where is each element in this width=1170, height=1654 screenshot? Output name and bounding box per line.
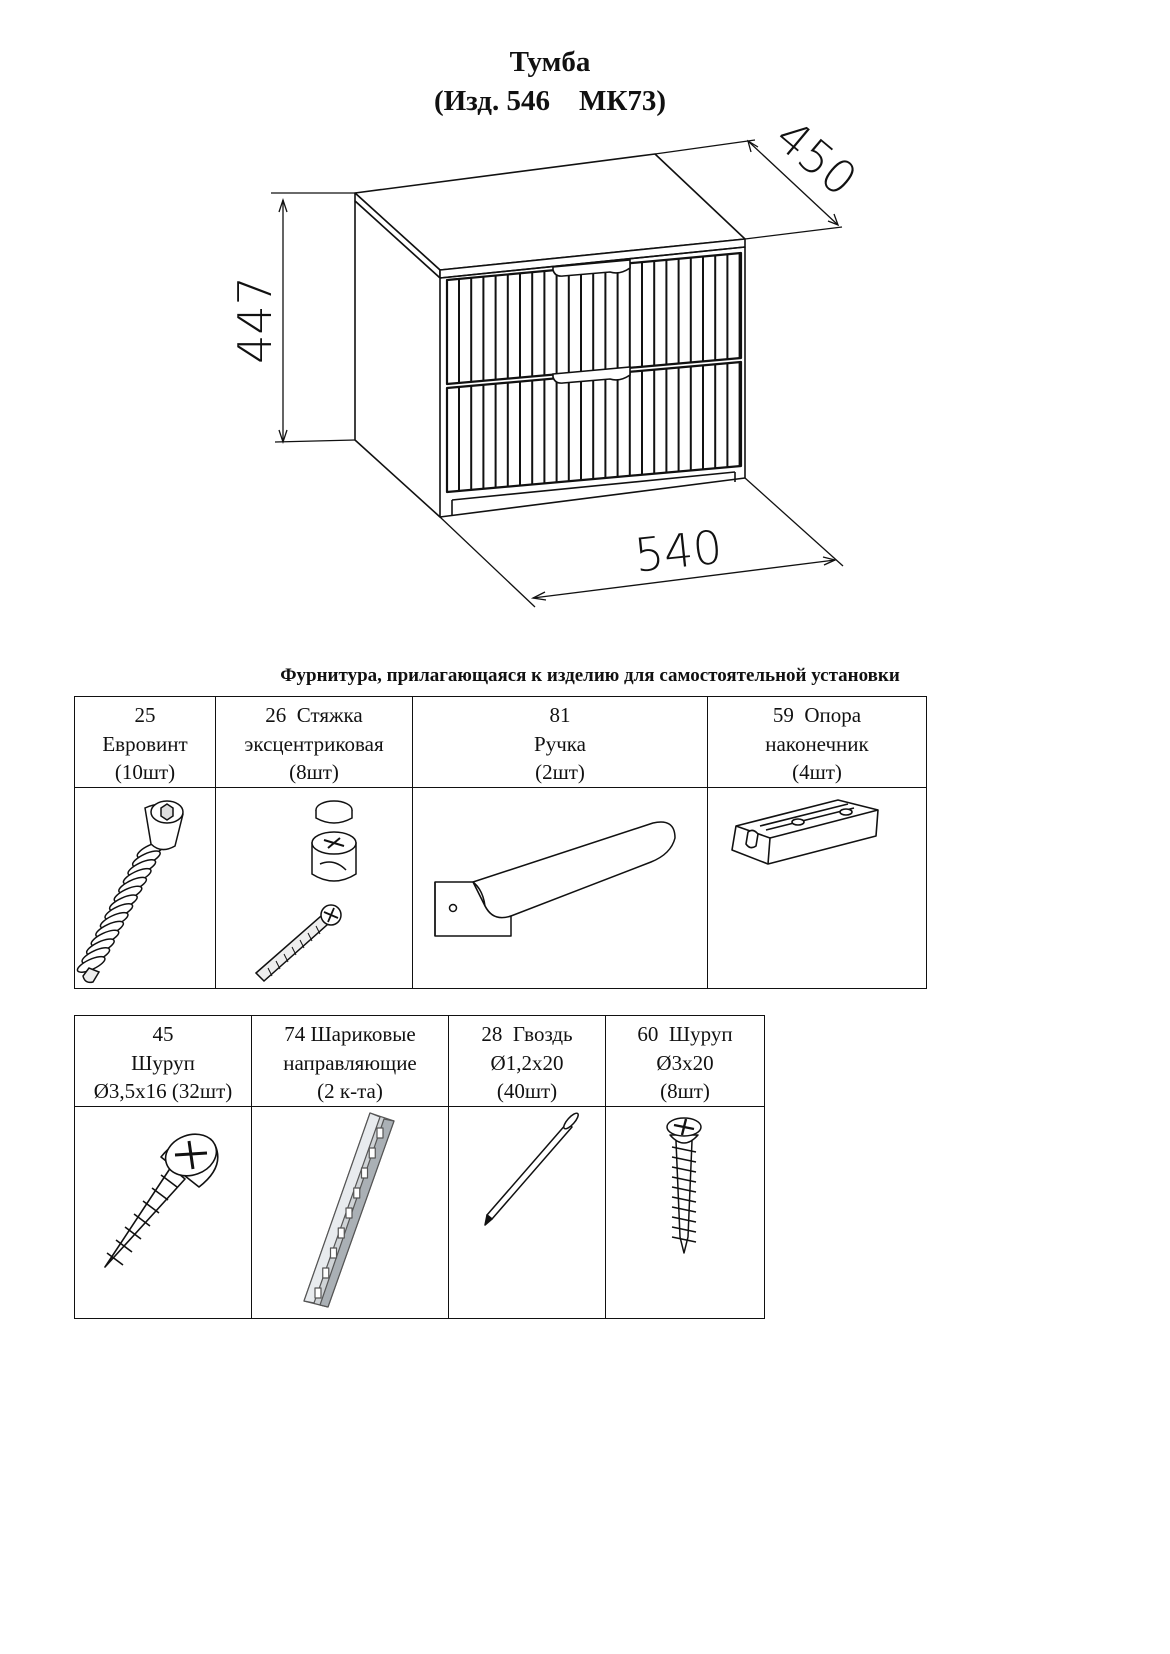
eccentric-tie-icon	[216, 788, 412, 988]
wood-screw-icon	[75, 1107, 251, 1318]
eurovint-screw-picture	[75, 787, 216, 988]
nightstand-drawing	[0, 0, 1170, 640]
hardware-cell-small-screw: 60 Шуруп Ø3х20 (8шт)	[606, 1016, 765, 1107]
small-screw-picture	[606, 1106, 765, 1318]
dimension-height-label: 447	[228, 276, 282, 364]
hardware-cell-eurovint: 25 Евровинт (10шт)	[75, 697, 216, 788]
ball-slide-picture	[252, 1106, 449, 1318]
eccentric-tie-picture	[216, 787, 413, 988]
support-tip-picture	[708, 787, 927, 988]
hardware-cell-handle: 81 Ручка (2шт)	[413, 697, 708, 788]
handle-icon	[413, 788, 707, 988]
hardware-caption: Фурнитура, прилагающаяся к изделию для самостоятельной установки	[280, 665, 900, 686]
hardware-cell-ball-slides: 74 Шариковые направляющие (2 к-та)	[252, 1016, 449, 1107]
dimension-width-label: 540	[631, 519, 725, 583]
hardware-cell-wood-screw: 45 Шуруп Ø3,5х16 (32шт)	[75, 1016, 252, 1107]
dimension-depth-label: 450	[765, 108, 868, 207]
nail-icon	[449, 1107, 605, 1318]
hardware-cell-nail: 28 Гвоздь Ø1,2х20 (40шт)	[449, 1016, 606, 1107]
product-code: (Изд. 546 МК73)	[433, 85, 667, 117]
handle-picture	[413, 787, 708, 988]
hardware-cell-eccentric-tie: 26 Стяжка эксцентриковая (8шт)	[216, 697, 413, 788]
wood-screw-picture	[75, 1106, 252, 1318]
hardware-table-1	[74, 696, 927, 989]
nail-picture	[449, 1106, 606, 1318]
ball-slide-icon	[252, 1107, 448, 1318]
hardware-cell-support-tip: 59 Опора наконечник (4шт)	[708, 697, 927, 788]
product-title: Тумба	[509, 46, 591, 78]
support-tip-icon	[708, 788, 926, 988]
small-screw-icon	[606, 1107, 764, 1318]
hardware-table-2	[74, 1015, 765, 1319]
eurovint-screw-icon	[75, 788, 215, 988]
